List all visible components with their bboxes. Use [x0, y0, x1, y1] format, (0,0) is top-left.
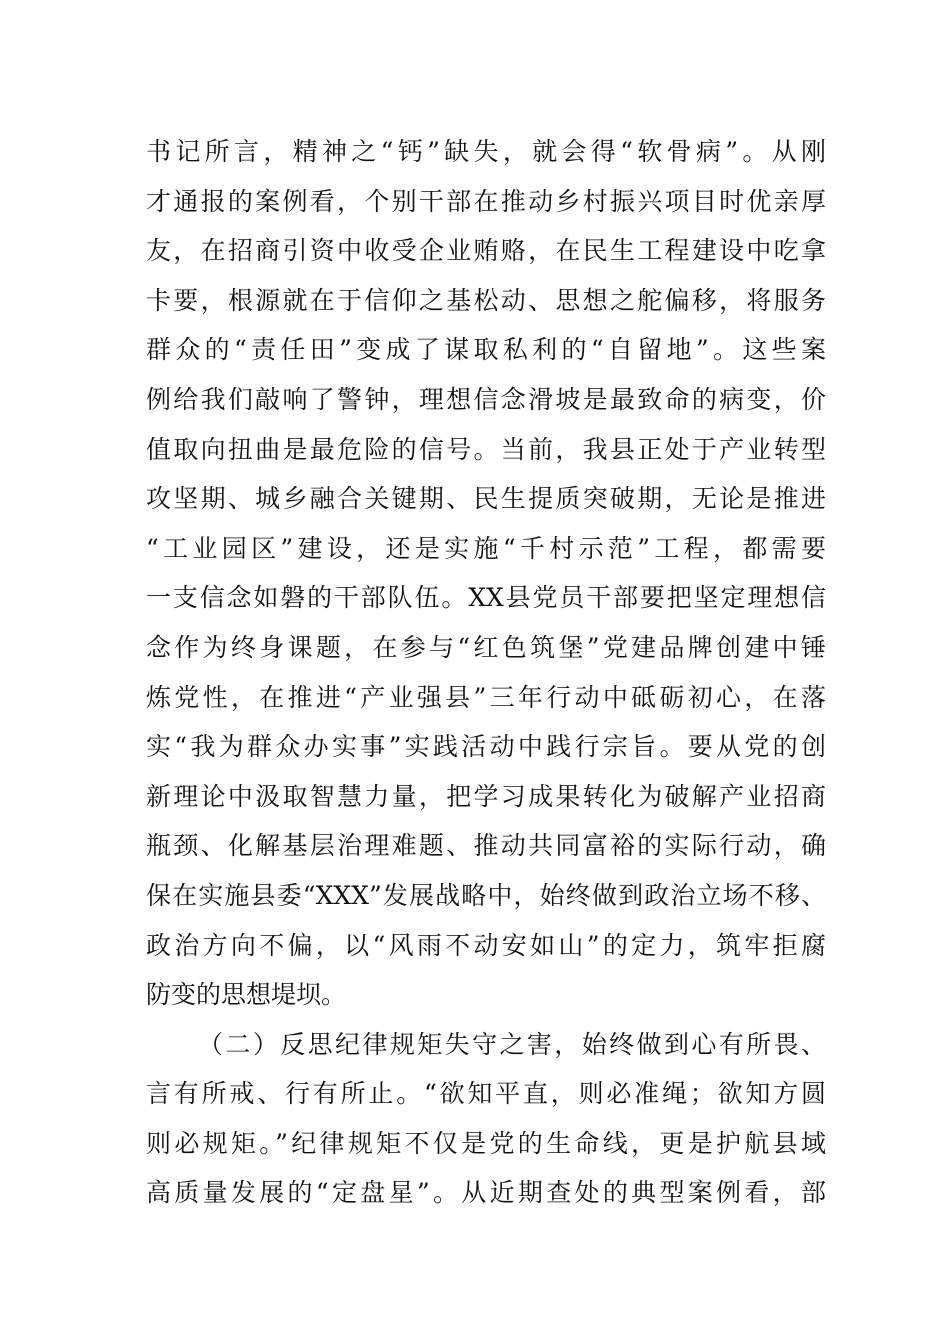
text-line: 保在实施县委“XXX”发展战略中，始终做到政治立场不移、 — [146, 880, 826, 910]
text-line: 高质量发展的“定盘星”。从近期查处的典型案例看，部 — [146, 1178, 826, 1208]
text-line: 卡要，根源就在于信仰之基松动、思想之舵偏移，将服务 — [146, 285, 826, 315]
section-heading-line: （二）反思纪律规矩失守之害，始终做到心有所畏、 — [198, 1029, 826, 1059]
text-line: 值取向扭曲是最危险的信号。当前，我县正处于产业转型 — [146, 434, 826, 464]
text-line: 友，在招商引资中收受企业贿赂，在民生工程建设中吃拿 — [146, 236, 826, 266]
text-line: 群众的“责任田”变成了谋取私利的“自留地”。这些案 — [146, 335, 826, 365]
text-line: 瓶颈、化解基层治理难题、推动共同富裕的实际行动，确 — [146, 831, 826, 861]
text-line: 言有所戒、行有所止。“欲知平直，则必准绳；欲知方圆 — [146, 1079, 826, 1109]
text-line: 炼党性，在推进“产业强县”三年行动中砥砺初心，在落 — [146, 682, 826, 712]
text-line: 书记所言，精神之“钙”缺失，就会得“软骨病”。从刚 — [146, 137, 826, 166]
text-line: 政治方向不偏，以“风雨不动安如山”的定力，筑牢拒腐 — [146, 930, 826, 960]
text-line: 则必规矩。”纪律规矩不仅是党的生命线，更是护航县域 — [146, 1128, 826, 1158]
text-line: 防变的思想堤坝。 — [146, 980, 347, 1010]
text-line: 新理论中汲取智慧力量，把学习成果转化为破解产业招商 — [146, 781, 826, 811]
text-line: 念作为终身课题，在参与“红色筑堡”党建品牌创建中锤 — [146, 632, 826, 662]
text-line: 一支信念如磐的干部队伍。XX县党员干部要把坚定理想信 — [146, 583, 826, 613]
body-text — [146, 127, 826, 1218]
text-line: “工业园区”建设，还是实施“千村示范”工程，都需要 — [146, 533, 826, 563]
text-line: 实“我为群众办实事”实践活动中践行宗旨。要从党的创 — [146, 732, 826, 762]
text-line: 攻坚期、城乡融合关键期、民生提质突破期，无论是推进 — [146, 484, 826, 514]
text-line: 例给我们敲响了警钟，理想信念滑坡是最致命的病变，价 — [146, 384, 826, 414]
text-line: 才通报的案例看，个别干部在推动乡村振兴项目时优亲厚 — [146, 186, 826, 216]
